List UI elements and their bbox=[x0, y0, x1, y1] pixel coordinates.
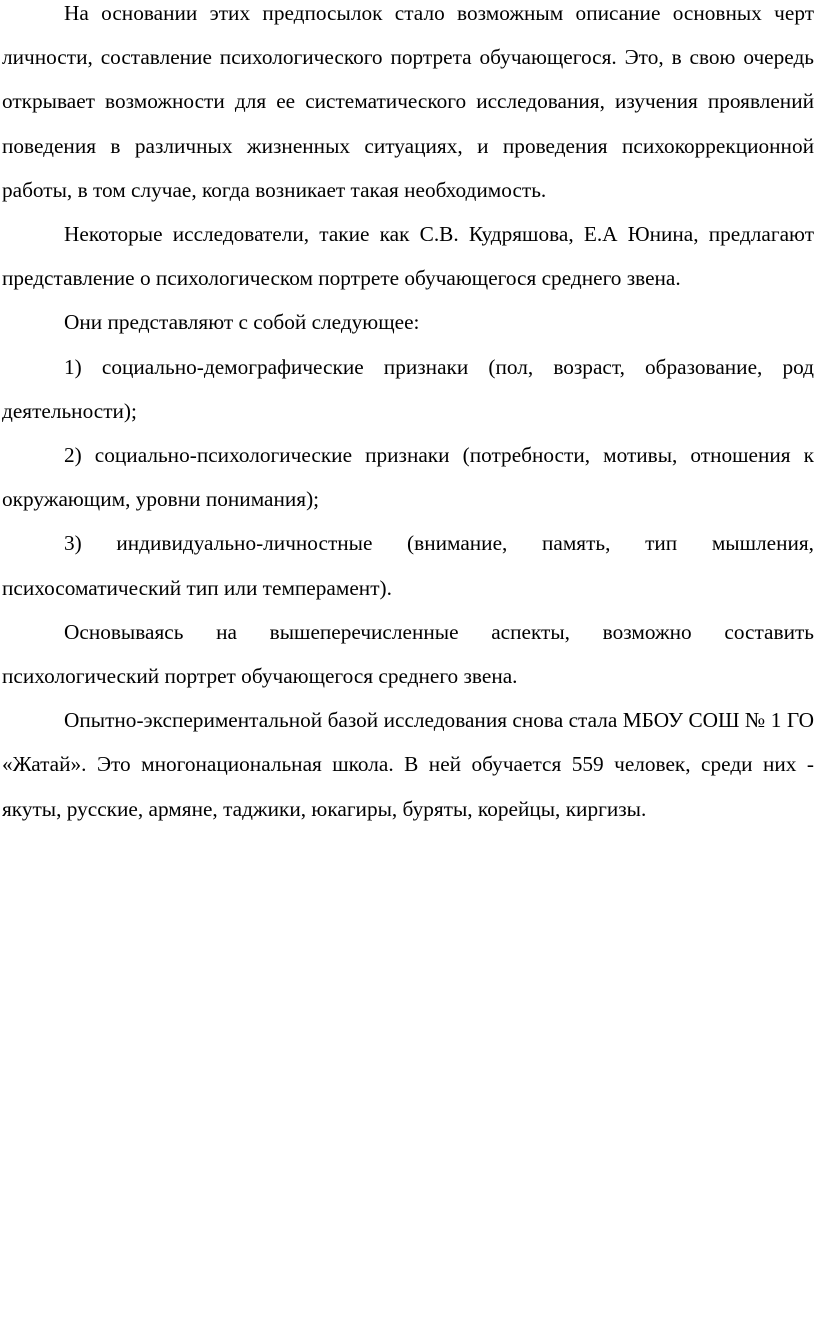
paragraph-researchers: Некоторые исследователи, такие как С.В. Кудряшова, Е.А Юнина, предлагают представление о психологическом портрете обучающегося среднего звена. bbox=[2, 222, 814, 291]
paragraph-conclusion: Основываясь на вышеперечисленные аспекты, возможно составить психологический портрет обучающегося среднего звена. bbox=[2, 619, 814, 689]
paragraph-portrait-basis: На основании этих предпосылок стало возможным описание основных черт личности, составление психологического портрета обучающегося. Это, в свою очередь открывает возможности для ее систематического исследования, изучения проявлений поведения в различных жизненных ситуациях, и проведения психокоррекционной работы, в том случае, когда возникает такая необходимость. bbox=[2, 1, 814, 202]
paragraph-list-intro: Они представляют с собой следующее: bbox=[64, 310, 420, 335]
list-item-individual-personal: 3) индивидуально-личностные (внимание, память, тип мышления, психосоматический тип или темперамент). bbox=[2, 531, 814, 600]
list-item-socio-psychological: 2) социально-психологические признаки (потребности, мотивы, отношения к окружающим, уровни понимания); bbox=[2, 443, 814, 512]
list-item-socio-demographic: 1) социально-демографические признаки (пол, возраст, образование, род деятельности); bbox=[2, 354, 814, 423]
paragraph-research-base: Опытно-экспериментальной базой исследования снова стала МБОУ СОШ № 1 ГО «Жатай». Это многонациональная школа. В ней обучается 559 человек, среди них - якуты, русские, армяне, таджики, юкагиры, буряты, корейцы, киргизы. bbox=[2, 708, 814, 821]
